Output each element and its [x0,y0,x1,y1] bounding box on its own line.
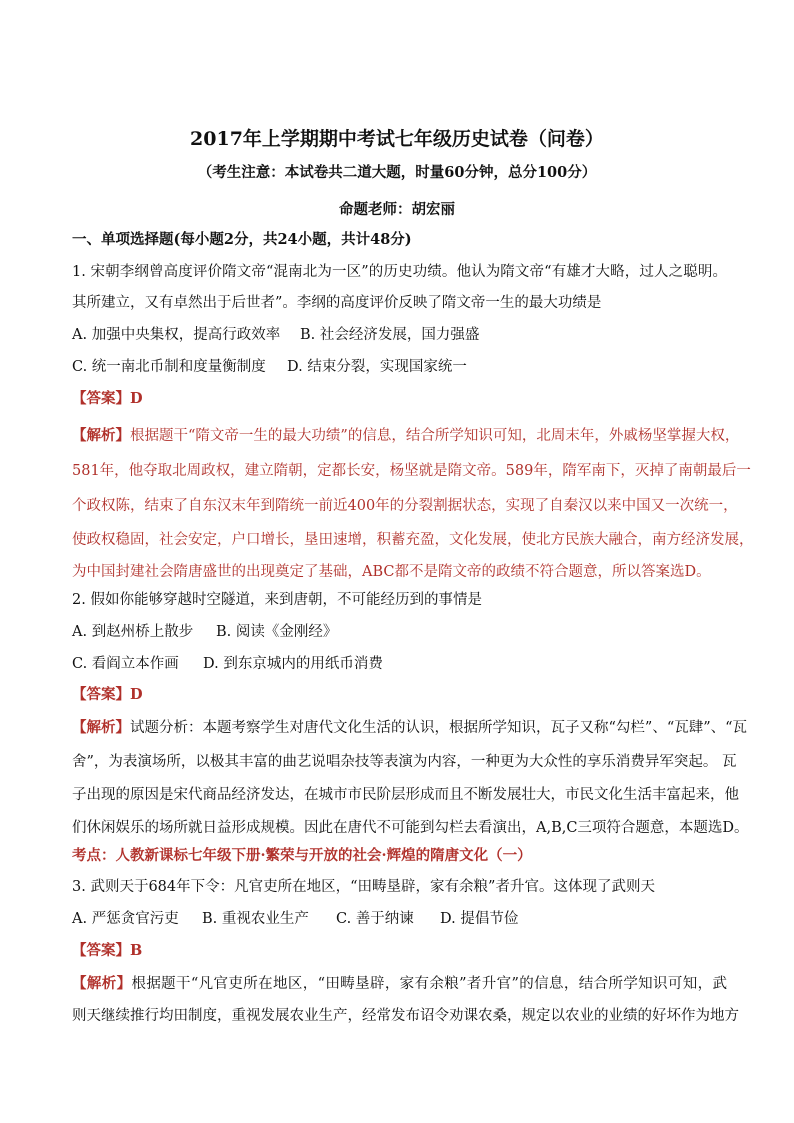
question-1-stem-line-1: 1. 宋朝李纲曾高度评价隋文帝“混南北为一区”的历史功绩。他认为隋文帝“有雄才大略，过人之聪明。 [72,264,727,280]
question-1-option-d: D. 结束分裂，实现国家统一 [287,359,467,375]
analysis-label: 【解析】 [72,427,130,444]
question-3-analysis-line-1 [72,974,727,994]
question-3-options [72,909,727,929]
question-1-analysis-line-1 [72,426,740,446]
question-2-options-row-2 [72,654,727,674]
analysis-text: 试题分析：本题考察学生对唐代文化生活的认识，根据所学知识，瓦子又称“勾栏”、“瓦肆”、“瓦 [130,720,748,736]
question-2-option-c: C. 看阎立本作画 [72,656,179,672]
section-heading: 一、单项选择题(每小题2分，共24小题，共计48分) [72,231,412,248]
question-2-answer [72,685,727,705]
question-3-analysis-line-2: 则天继续推行均田制度，重视发展农业生产，经常发布诏令劝课农桑，规定以农业的业绩的好坏作为地方 [72,1008,739,1024]
question-2-option-d: D. 到东京城内的用纸币消费 [203,656,383,672]
question-1-analysis-line-3: 个政权陈，结束了自东汉末年到隋统一前近400年的分裂割据状态，实现了自秦汉以来中国又一次统一， [72,498,738,514]
exam-notice: （考生注意：本试卷共二道大题，时量60分钟，总分100分） [197,164,597,181]
question-3-option-c: C. 善于纳谏 [336,911,414,927]
question-2-option-a: A. 到赵州桥上散步 [72,624,194,640]
analysis-text: 根据题干“隋文帝一生的最大功绩”的信息，结合所学知识可知，北周末年，外戚杨坚掌握大权， [130,428,740,444]
answer-value: D [130,390,143,407]
question-1-option-a: A. 加强中央集权，提高行政效率 [72,327,281,343]
answer-label: 【答案】 [72,686,130,703]
question-3-answer [72,941,727,961]
question-1-analysis-line-2: 581年，他夺取北周政权，建立隋朝，定都长安，杨坚就是隋文帝。589年，隋军南下，灭掉了南朝最后一 [72,463,751,479]
question-3-stem: 3. 武则天于684年下令：凡官吏所在地区，“田畴垦辟，家有余粮”者升官。这体现了武则天 [72,879,655,895]
question-1-option-b: B. 社会经济发展，国力强盛 [300,327,480,343]
analysis-label: 【解析】 [72,975,132,992]
exam-author: 命题老师：胡宏丽 [339,201,455,218]
answer-label: 【答案】 [72,942,130,959]
page-title: 2017年上学期期中考试七年级历史试卷（问卷） [190,128,604,150]
question-1-option-c: C. 统一南北币制和度量衡制度 [72,359,266,375]
question-1-analysis-line-4: 使政权稳固，社会安定，户口增长，垦田速增，积蓄充盈，文化发展，使北方民族大融合，南方经济发展， [72,532,754,548]
question-3-option-b: B. 重视农业生产 [202,911,309,927]
analysis-label: 【解析】 [72,719,130,736]
question-2-option-b: B. 阅读《金刚经》 [216,624,338,640]
question-2-knowledge-point: 考点：人教新课标七年级下册·繁荣与开放的社会·辉煌的隋唐文化（一） [72,847,532,864]
question-2-options-row-1 [72,622,727,642]
question-1-options-row-2 [72,357,727,377]
question-1-stem-line-2: 其所建立，又有卓然出于后世者”。李纲的高度评价反映了隋文帝一生的最大功绩是 [72,295,602,311]
question-2-analysis-line-1 [72,718,748,738]
analysis-text: 根据题干“凡官吏所在地区，“田畴垦辟，家有余粮”者升官”的信息，结合所学知识可知，武 [131,976,727,992]
question-2-analysis-line-4: 们休闲娱乐的场所就日益形成规模。因此在唐代不可能到勾栏去看演出，A,B,C三项符合题意，本题选D。 [72,820,749,836]
question-2-stem: 2. 假如你能够穿越时空隧道，来到唐朝，不可能经历到的事情是 [72,592,482,608]
question-2-analysis-line-2: 舍”，为表演场所，以极其丰富的曲艺说唱杂技等表演为内容，一种更为大众性的享乐消费异军突起。 瓦 [72,754,737,770]
question-3-option-d: D. 提倡节俭 [440,911,519,927]
answer-value: B [130,942,143,959]
question-1-analysis-line-5: 为中国封建社会隋唐盛世的出现奠定了基础，ABC都不是隋文帝的政绩不符合题意，所以答案选D。 [72,564,711,580]
question-1-answer [72,389,727,409]
question-3-option-a: A. 严惩贪官污吏 [72,911,179,927]
question-1-options-row-1 [72,325,727,345]
answer-label: 【答案】 [72,390,130,407]
question-2-analysis-line-3: 子出现的原因是宋代商品经济发达，在城市市民阶层形成而且不断发展壮大，市民文化生活丰富起来，他 [72,787,739,803]
answer-value: D [130,686,143,703]
